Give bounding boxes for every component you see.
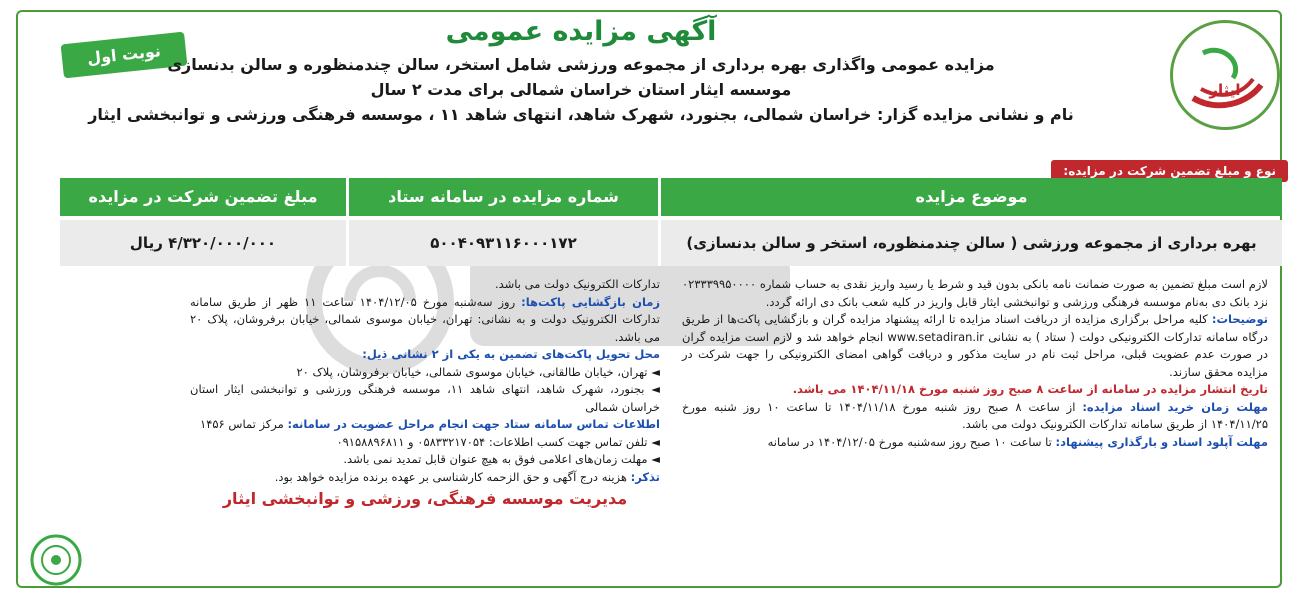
no-extension-note: ◄ مهلت زمان‌های اعلامی فوق به هیچ عنوان قابل تمدید نمی باشد.: [343, 452, 660, 466]
upload-deadline-text: تا ساعت ۱۰ صبح روز سه‌شنبه مورخ ۱۴۰۴/۱۲/۰۵ در سامانه: [767, 434, 1056, 449]
details-right-column: [682, 276, 1268, 451]
phone-numbers: ◄ تلفن تماس جهت کسب اطلاعات: ۰۵۸۳۳۲۱۷۰۵۴ و ۰۹۱۵۸۸۹۶۸۱۱: [336, 434, 660, 449]
explanations-text: کلیه مراحل برگزاری مزایده از دریافت اسناد مزایده تا ارائه پیشنهاد مزایده گران و بازگشایی پاکت‌ها از طریق درگاه سامانه تدارکات الکترونیکی دولت ( ستاد ) به نشانی www.setadiran.ir انجام خواهد شد و لازم است مزایده گران در صورت عدم عضویت قبلی، مراحل ثبت نام در سایت مذکور و دریافت گواهی امضای الکترونیکی را جهت شرکت در مزایده محقق سازند.: [682, 312, 1268, 379]
type-label: نوع و مبلغ تضمین شرکت در مزایده:: [1051, 160, 1288, 182]
guarantee-text: لازم است مبلغ تضمین به صورت ضمانت نامه بانکی بدون قید و شرط یا رسید واریز نقدی به حساب شماره ۰۲۳۳۳۹۹۵۰۰۰۰ نزد بانک دی به‌نام موسسه فرهنگی ورزشی و توانبخشی ایثار قابل واریز در کلیه شعب بانک دی ارائه گردد.: [682, 277, 1268, 309]
delivery-location-label: محل تحویل پاکت‌های تضمین به یکی از ۲ نشانی ذیل:: [362, 347, 660, 361]
details-left-column: [190, 276, 660, 508]
purchase-deadline-label: مهلت زمان خرید اسناد مزایده:: [1082, 399, 1268, 414]
header-line-3: نام و نشانی مزایده گزار: خراسان شمالی، بجنورد، شهرک شاهد، انتهای شاهد ۱۱ ، موسسه فرهنگی ورزشی و توانبخشی ایثار: [88, 105, 1074, 124]
header-number: شماره مزایده در سامانه ستاد: [346, 178, 658, 216]
contact-info-text: مرکز تماس ۱۴۵۶: [200, 417, 288, 431]
delivery-address-bojnurd: ◄ بجنورد، شهرک شاهد، انتهای شاهد ۱۱، موسسه فرهنگی ورزشی و توانبخشی ایثار استان خراسان شمالی: [190, 382, 660, 414]
opening-time-text: روز سه‌شنبه مورخ ۱۴۰۴/۱۲/۰۵ ساعت ۱۱ ظهر از طریق سامانه تدارکات الکترونیک دولت و به نشانی: تهران، خیابان موسوی شمالی، خیابان برفروشان، پلاک ۲۰ می باشد.: [190, 294, 660, 344]
logo-text: ایثار: [1209, 81, 1241, 99]
header-deposit: مبلغ تضمین شرکت در مزایده: [60, 178, 346, 216]
upload-deadline-paragraph: [682, 434, 1268, 452]
signature: مدیریت موسسه فرهنگی، ورزشی و توانبخشی ایثار: [222, 489, 628, 508]
purchase-deadline-paragraph: [682, 399, 1268, 434]
ithar-logo: [1170, 20, 1280, 130]
delivery-address-tehran: ◄ تهران، خیابان طالقانی، خیابان موسوی شمالی، خیابان برفروشان، پلاک ۲۰: [296, 364, 660, 379]
contact-info-paragraph: [190, 416, 660, 434]
logo-emblem-icon: [1173, 23, 1277, 127]
ornament-icon: [26, 530, 86, 590]
reminder-text: هزینه درج آگهی و حق الزحمه کارشناسی بر عهده برنده مزایده خواهد بود.: [274, 469, 631, 484]
purchase-deadline-text: از ساعت ۸ صبح روز شنبه مورخ ۱۴۰۴/۱۱/۱۸ تا ساعت ۱۰ روز شنبه مورخ ۱۴۰۴/۱۱/۲۵ از طریق سامانه تدارکات الکترونیک دولت می باشد.: [682, 399, 1268, 431]
opening-time-paragraph: [190, 294, 660, 347]
header-line-2: موسسه ایثار استان خراسان شمالی برای مدت ۲ سال: [370, 80, 792, 99]
publish-date-text: تاریخ انتشار مزایده در سامانه از ساعت ۸ صبح روز شنبه مورخ ۱۴۰۴/۱۱/۱۸ می باشد.: [792, 382, 1268, 396]
cell-number: ۵۰۰۴۰۹۳۱۱۶۰۰۰۱۷۲: [346, 220, 658, 266]
reminder-paragraph: [190, 469, 660, 487]
page-title: آگهی مزایده عمومی: [445, 16, 717, 47]
reminder-label: تذکر:: [630, 469, 660, 484]
header-line-1: مزایده عمومی واگذاری بهره برداری از مجموعه ورزشی شامل استخر، سالن چندمنظوره و سالن بدنسازی: [167, 55, 995, 74]
continuation-text: تدارکات الکترونیک دولت می باشد.: [494, 277, 660, 291]
upload-deadline-label: مهلت آپلود اسناد و بارگذاری پیشنهاد:: [1055, 434, 1268, 449]
contact-info-label: اطلاعات تماس سامانه ستاد جهت انجام مراحل عضویت در سامانه:: [287, 417, 660, 431]
first-publication-badge: نوبت اول: [61, 32, 188, 79]
opening-time-label: زمان بازگشایی پاکت‌ها:: [521, 294, 660, 309]
header: [20, 12, 1142, 127]
cell-deposit: ۴/۳۲۰/۰۰۰/۰۰۰ ریال: [60, 220, 346, 266]
header-subject: موضوع مزایده: [658, 178, 1282, 216]
explanations-paragraph: [682, 311, 1268, 381]
explanations-label: توضیحات:: [1211, 312, 1268, 326]
cell-subject: بهره برداری از مجموعه ورزشی ( سالن چندمنظوره، استخر و سالن بدنسازی): [658, 220, 1282, 266]
table-row: [20, 220, 1282, 266]
table-header-row: [20, 178, 1282, 216]
